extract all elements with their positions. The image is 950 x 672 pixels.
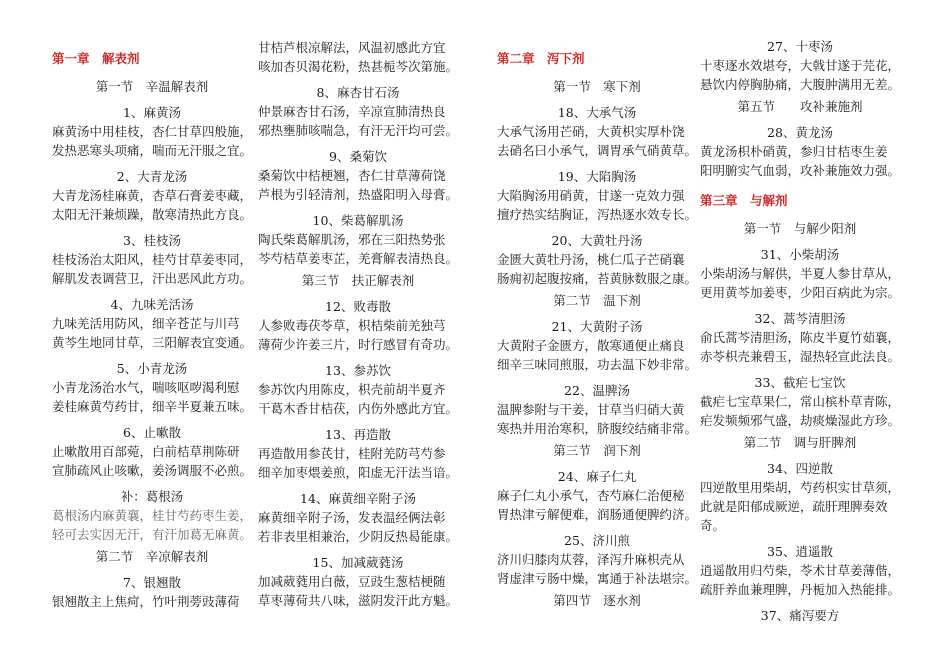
formula-verse xyxy=(497,400,697,438)
formula-title: 37、痛泻要方 xyxy=(760,608,840,623)
formula-verse xyxy=(700,264,900,302)
verse-line: 疏肝养血兼理脾，丹栀加入热能排。 xyxy=(700,582,901,597)
formula-title: 21、大黄附子汤 xyxy=(551,319,643,334)
formula-verse xyxy=(700,142,900,180)
formula-title: 3、桂枝汤 xyxy=(123,233,181,248)
verse-line: 干葛木香甘桔茯，内伤外感此方宜。 xyxy=(258,401,459,416)
verse-line: 肾虚津亏肠中燥，寓通于补法堪宗。 xyxy=(497,571,698,586)
formula-verse xyxy=(258,380,458,418)
section-heading: 第一节 寒下剂 xyxy=(553,79,641,94)
verse-line: 大陷胸汤用硝黄，甘遂一克效力强 xyxy=(497,188,685,203)
verse-line: 发热恶寒头项痛，喘而无汗服之宜。 xyxy=(52,143,253,158)
column-3 xyxy=(497,38,697,614)
formula-title: 24、麻子仁丸 xyxy=(557,469,637,484)
verse-line: 去硝名曰小承气，调胃承气硝黄草。 xyxy=(497,143,698,158)
verse-line: 细辛加枣煨姜煎，阳虚无汗法当谙。 xyxy=(258,465,459,480)
formula-verse xyxy=(258,38,458,76)
verse-line: 止嗽散用百部菀，白前桔草荆陈研 xyxy=(52,444,240,459)
verse-line: 擅疗热实结胸证，泻热逐水效专长。 xyxy=(497,207,698,222)
formula-verse xyxy=(258,444,458,482)
chapter-heading: 第一章 解表剂 xyxy=(52,51,140,66)
formula-title: 13、参苏饮 xyxy=(325,363,391,378)
verse-line: 芩芍桔草姜枣芷，羌膏解表清热良。 xyxy=(258,251,459,266)
formula-verse xyxy=(258,166,458,204)
verse-line: 九味羌活用防风，细辛苍芷与川芎 xyxy=(52,316,240,331)
verse-line: 赤苓枳壳兼碧玉，湿热轻宣此法良。 xyxy=(700,349,901,364)
verse-line: 截疟七宝草果仁，常山槟朴草青陈， xyxy=(700,394,901,409)
verse-line: 此就是阳郁成厥逆，疏肝理脾奏效奇。 xyxy=(700,499,888,533)
column-4 xyxy=(700,38,900,625)
verse-line: 芦根为引轻清剂，热盛阳明入母膏。 xyxy=(258,187,459,202)
formula-verse xyxy=(258,102,458,140)
verse-line: 人参败毒茯苓草，枳桔柴前羌独芎 xyxy=(258,318,446,333)
formula-title: 35、逍遥散 xyxy=(767,544,833,559)
formula-title: 27、十枣汤 xyxy=(767,39,833,54)
verse-line: 疟发频频邪气盛，劫痰燥湿此方珍。 xyxy=(700,413,901,428)
verse-line: 若非表里相兼治，少阴反热曷能康。 xyxy=(258,529,459,544)
formula-verse xyxy=(52,186,252,224)
verse-line: 大青龙汤桂麻黄，杏草石膏姜枣藏， xyxy=(52,188,253,203)
formula-verse xyxy=(52,592,252,611)
verse-line: 细辛三味同煎服，功去温下妙非常。 xyxy=(497,357,698,372)
formula-verse xyxy=(52,442,252,480)
formula-title: 7、银翘散 xyxy=(123,575,181,590)
verse-line: 桂枝汤治太阳风，桂芍甘草姜枣同， xyxy=(52,252,253,267)
formula-title: 19、大陷胸汤 xyxy=(557,169,637,184)
verse-line: 陶氏柴葛解肌汤，邪在三阳热势张 xyxy=(258,232,446,247)
formula-verse xyxy=(700,561,900,599)
formula-verse xyxy=(497,336,697,374)
section-heading: 第二节 辛凉解表剂 xyxy=(95,549,209,564)
section-heading: 第二节 温下剂 xyxy=(553,293,641,308)
formula-title: 4、九味羌活汤 xyxy=(110,297,194,312)
formula-title: 8、麻杏甘石汤 xyxy=(316,85,400,100)
column-1 xyxy=(52,38,252,611)
verse-line: 肠痈初起腹按痛，苔黄脉数服之康。 xyxy=(497,271,698,286)
formula-title: 20、大黄牡丹汤 xyxy=(551,233,643,248)
formula-title: 5、小青龙汤 xyxy=(116,361,188,376)
formula-title: 33、截疟七宝饮 xyxy=(754,375,846,390)
formula-title: 12、败毒散 xyxy=(325,299,391,314)
verse-line: 再造散用参芪甘，桂附羌防芎芍参 xyxy=(258,446,446,461)
formula-verse xyxy=(258,508,458,546)
verse-line: 仲景麻杏甘石汤，辛凉宣肺清热良 xyxy=(258,104,446,119)
verse-line: 太阳无汗兼烦躁，散寒清热此方良。 xyxy=(52,207,253,222)
formula-verse xyxy=(258,230,458,268)
section-heading: 第三节 扶正解表剂 xyxy=(301,273,415,288)
verse-line: 麻黄细辛附子汤，发表温经俩法彰 xyxy=(258,510,446,525)
chapter-heading: 第二章 泻下剂 xyxy=(497,51,585,66)
verse-line: 悬饮内停胸胁痛，大腹肿满用无差。 xyxy=(700,77,901,92)
formula-title: 2、大青龙汤 xyxy=(116,169,188,184)
formula-title: 9、桑菊饮 xyxy=(329,149,387,164)
verse-line: 济川归膝肉苁蓉，泽泻升麻枳壳从 xyxy=(497,552,685,567)
formula-verse xyxy=(258,316,458,354)
verse-line: 金匮大黄牡丹汤，桃仁瓜子芒硝襄 xyxy=(497,252,685,267)
formula-title: 14、麻黄细辛附子汤 xyxy=(300,491,416,506)
section-heading: 第一节 与解少阳剂 xyxy=(743,221,857,236)
formula-title: 22、温脾汤 xyxy=(564,383,630,398)
formula-verse xyxy=(497,122,697,160)
formula-verse xyxy=(700,392,900,430)
section-heading: 第二节 调与肝脾剂 xyxy=(743,435,857,450)
verse-line: 薄荷少许姜三片，时行感冒有奇功。 xyxy=(258,337,459,352)
formula-verse xyxy=(700,56,900,94)
formula-title: 10、柴葛解肌汤 xyxy=(312,213,404,228)
formula-verse xyxy=(700,478,900,535)
formula-title: 34、四逆散 xyxy=(767,461,833,476)
formula-verse xyxy=(497,186,697,224)
verse-line: 银翘散主上焦疴，竹叶荆蒡豉薄荷 xyxy=(52,594,240,609)
verse-line: 温脾参附与干姜，甘草当归硝大黄 xyxy=(497,402,685,417)
verse-line: 甘桔芦根凉解法，风温初感此方宜 xyxy=(258,40,446,55)
verse-line: 阳明腑实气血弱，攻补兼施效力强。 xyxy=(700,163,901,178)
verse-line: 解肌发表调营卫，汗出恶风此方功。 xyxy=(52,271,253,286)
formula-title: 13、再造散 xyxy=(325,427,391,442)
verse-line: 四逆散里用柴胡，芍药枳实甘草须， xyxy=(700,480,901,495)
verse-line: 咳加杏贝渴花粉，热甚栀芩次第施。 xyxy=(258,59,459,74)
verse-line: 宣肺疏风止咳嗽，姜汤调服不必煎。 xyxy=(52,463,253,478)
section-heading: 第一节 辛温解表剂 xyxy=(95,79,209,94)
formula-title: 补：葛根汤 xyxy=(120,489,184,504)
verse-line: 姜桂麻黄芍药甘，细辛半夏兼五味。 xyxy=(52,399,253,414)
formula-title: 1、麻黄汤 xyxy=(123,105,181,120)
verse-line: 俞氏蒿芩清胆汤，陈皮半夏竹茹襄， xyxy=(700,330,901,345)
verse-line: 葛根汤内麻黄襄，桂甘芍药枣生姜， xyxy=(52,508,253,523)
verse-line: 小青龙汤治水气，喘咳呕哕渴利慰 xyxy=(52,380,240,395)
verse-line: 邪热壅肺咳喘急，有汗无汗均可尝。 xyxy=(258,123,459,138)
formula-title: 15、加减葳蕤汤 xyxy=(312,555,404,570)
verse-line: 大承气汤用芒硝，大黄枳实厚朴饶 xyxy=(497,124,685,139)
column-2 xyxy=(258,38,458,610)
formula-verse xyxy=(52,250,252,288)
formula-title: 32、蒿芩清胆汤 xyxy=(754,311,846,326)
verse-line: 黄芩生地同甘草，三阳解表宜变通。 xyxy=(52,335,253,350)
verse-line: 胃热津亏解便难，润肠通便脾约济。 xyxy=(497,507,698,522)
formula-verse xyxy=(258,572,458,610)
formula-title: 31、小柴胡汤 xyxy=(760,247,840,262)
verse-line: 桑菊饮中桔梗翘，杏仁甘草薄荷饶 xyxy=(258,168,446,183)
formula-verse xyxy=(497,250,697,288)
section-heading: 第五节 攻补兼施剂 xyxy=(737,99,863,114)
formula-title: 28、黄龙汤 xyxy=(767,125,833,140)
verse-line: 麻子仁丸小承气，杏芍麻仁治便秘 xyxy=(497,488,685,503)
chapter-heading: 第三章 与解剂 xyxy=(700,193,788,208)
verse-line: 加减葳蕤用白薇，豆豉生葱桔梗随 xyxy=(258,574,446,589)
verse-line: 小柴胡汤与解供，半夏人参甘草从， xyxy=(700,266,901,281)
formula-verse xyxy=(52,122,252,160)
formula-verse xyxy=(700,328,900,366)
verse-line: 草枣薄荷共八味，滋阴发汗此方魁。 xyxy=(258,593,459,608)
verse-line: 轻可去实因无汗，有汗加葛无麻黄。 xyxy=(52,527,253,542)
verse-line: 十枣逐水效堪夸，大戟甘遂于芫花， xyxy=(700,58,901,73)
section-heading: 第四节 逐水剂 xyxy=(553,593,641,608)
verse-line: 黄龙汤枳朴硝黄，参归甘桔枣生姜 xyxy=(700,144,888,159)
verse-line: 寒热并用治寒积，脐腹绞结痛非常。 xyxy=(497,421,698,436)
section-heading: 第三节 润下剂 xyxy=(553,443,641,458)
verse-line: 参苏饮内用陈皮，枳壳前胡半夏齐 xyxy=(258,382,446,397)
formula-verse xyxy=(52,314,252,352)
formula-verse xyxy=(52,378,252,416)
formula-title: 25、济川煎 xyxy=(564,533,630,548)
formula-verse xyxy=(497,550,697,588)
formula-title: 18、大承气汤 xyxy=(557,105,637,120)
formula-verse xyxy=(497,486,697,524)
verse-line: 逍遥散用归芍柴，苓术甘草姜薄偕， xyxy=(700,563,901,578)
verse-line: 大黄附子金匮方，散寒通便止痛良 xyxy=(497,338,685,353)
verse-line: 麻黄汤中用桂枝，杏仁甘草四般施， xyxy=(52,124,253,139)
formula-title: 6、止嗽散 xyxy=(123,425,181,440)
formula-verse xyxy=(52,506,252,544)
verse-line: 更用黄芩加姜枣，少阳百病此为宗。 xyxy=(700,285,901,300)
